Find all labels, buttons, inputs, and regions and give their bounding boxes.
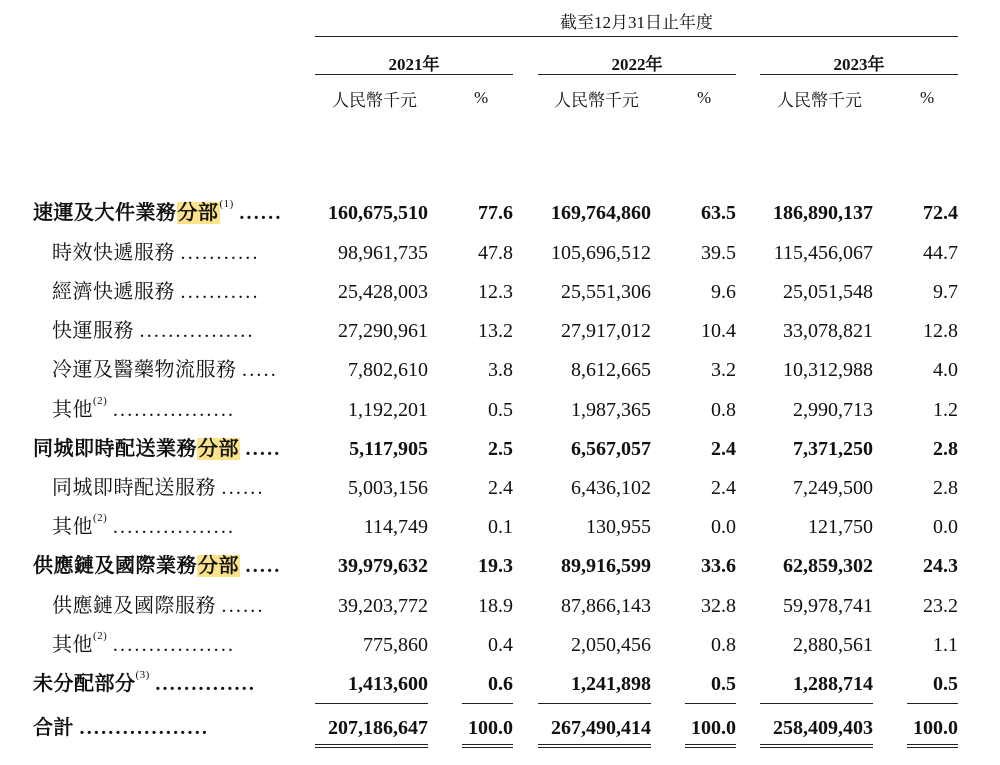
subtotal-rule-2021-amount <box>315 703 428 704</box>
cell-2022-pct: 63.5 <box>701 202 736 224</box>
row-label-text: 未分配部分 <box>33 673 136 695</box>
cell-2021-amount: 1,413,600 <box>348 673 428 695</box>
row-label-text: 其他 <box>52 634 93 656</box>
leader-dots: ........... <box>180 281 260 303</box>
table-row <box>0 353 1000 387</box>
row-label <box>52 510 235 544</box>
cell-2023-amount: 2,990,713 <box>793 399 873 421</box>
footnote-ref: (2) <box>93 512 108 524</box>
cell-2021-pct: 3.8 <box>488 359 513 381</box>
table-row <box>0 236 1000 270</box>
table-row <box>0 196 1000 230</box>
cell-2022-amount: 1,241,898 <box>571 673 651 695</box>
cell-2021-pct: 13.2 <box>478 320 513 342</box>
cell-2022-amount: 130,955 <box>586 516 651 538</box>
row-label-text: 速運及大件業務 <box>33 202 177 224</box>
cell-2022-pct: 10.4 <box>701 320 736 342</box>
cell-2023-pct: 1.1 <box>933 634 958 656</box>
cell-2021-pct: 100.0 <box>468 717 513 739</box>
total-double-rule-2021-pct <box>462 744 513 748</box>
row-label-text: 合計 <box>33 717 74 739</box>
row-label-highlight: 分部 <box>177 202 219 224</box>
cell-2021-amount: 27,290,961 <box>338 320 428 342</box>
cell-2022-pct: 32.8 <box>701 595 736 617</box>
footnote-ref: (1) <box>219 198 234 210</box>
leader-dots: ................. <box>112 634 236 656</box>
pct-label-2021: % <box>474 88 489 107</box>
cell-2023-pct: 12.8 <box>923 320 958 342</box>
cell-2022-pct: 0.5 <box>711 673 736 695</box>
cell-2022-amount: 89,916,599 <box>561 555 651 577</box>
row-label <box>52 393 235 427</box>
subtotal-rule-2021-pct <box>462 703 513 704</box>
row-label <box>52 314 255 348</box>
subtotal-rule-2022-amount <box>538 703 651 704</box>
row-label-text: 同城即時配送業務 <box>33 438 197 460</box>
cell-2022-pct: 100.0 <box>691 717 736 739</box>
cell-2022-pct: 9.6 <box>711 281 736 303</box>
cell-2021-amount: 39,203,772 <box>338 595 428 617</box>
row-label <box>33 549 282 583</box>
cell-2023-pct: 44.7 <box>923 242 958 264</box>
cell-2023-amount: 258,409,403 <box>773 717 873 739</box>
cell-2022-amount: 87,866,143 <box>561 595 651 617</box>
leader-dots: ...... <box>221 477 265 499</box>
table-row <box>0 711 1000 745</box>
row-label-text: 供應鏈及國際服務 <box>52 595 216 617</box>
cell-2022-amount: 8,612,665 <box>571 359 651 381</box>
row-label <box>52 275 260 309</box>
cell-2022-amount: 6,567,057 <box>571 438 651 460</box>
row-label-text: 其他 <box>52 399 93 421</box>
cell-2023-amount: 10,312,988 <box>783 359 873 381</box>
footnote-ref: (3) <box>135 669 150 681</box>
cell-2021-amount: 5,003,156 <box>348 477 428 499</box>
cell-2023-pct: 4.0 <box>933 359 958 381</box>
cell-2021-pct: 18.9 <box>478 595 513 617</box>
row-label <box>33 711 209 745</box>
year-2022-rule <box>538 74 736 75</box>
table-row <box>0 510 1000 544</box>
total-double-rule-2021-amount <box>315 744 428 748</box>
cell-2022-pct: 2.4 <box>711 438 736 460</box>
table-row <box>0 432 1000 466</box>
cell-2022-pct: 39.5 <box>701 242 736 264</box>
cell-2023-pct: 9.7 <box>933 281 958 303</box>
leader-dots: .................. <box>79 717 210 739</box>
subtotal-rule-2022-pct <box>685 703 736 704</box>
cell-2023-pct: 24.3 <box>923 555 958 577</box>
cell-2022-pct: 2.4 <box>711 477 736 499</box>
footnote-ref: (2) <box>93 395 108 407</box>
cell-2022-amount: 267,490,414 <box>551 717 651 739</box>
cell-2022-amount: 1,987,365 <box>571 399 651 421</box>
cell-2023-pct: 0.5 <box>933 673 958 695</box>
row-label-text: 經濟快遞服務 <box>52 281 175 303</box>
cell-2023-pct: 23.2 <box>923 595 958 617</box>
cell-2022-amount: 25,551,306 <box>561 281 651 303</box>
row-label-text: 同城即時配送服務 <box>52 477 216 499</box>
cell-2022-pct: 0.8 <box>711 399 736 421</box>
total-double-rule-2023-pct <box>907 744 958 748</box>
table-row <box>0 628 1000 662</box>
footnote-ref: (2) <box>93 630 108 642</box>
row-label <box>33 196 283 230</box>
cell-2023-amount: 25,051,548 <box>783 281 873 303</box>
row-label-text: 供應鏈及國際業務 <box>33 555 197 577</box>
unit-label-2023: 人民幣千元 <box>777 91 862 110</box>
cell-2023-amount: 7,249,500 <box>793 477 873 499</box>
cell-2023-pct: 2.8 <box>933 477 958 499</box>
cell-2021-pct: 0.4 <box>488 634 513 656</box>
leader-dots: ..... <box>245 438 282 460</box>
header-rule <box>315 36 958 37</box>
subtotal-rule-2023-pct <box>907 703 958 704</box>
row-label <box>52 589 265 623</box>
year-2021-rule <box>315 74 513 75</box>
cell-2023-pct: 72.4 <box>923 202 958 224</box>
leader-dots: ................. <box>112 516 236 538</box>
cell-2023-amount: 115,456,067 <box>773 242 873 264</box>
leader-dots: ................ <box>139 320 255 342</box>
year-2023-header: 2023年 <box>833 55 885 74</box>
cell-2023-amount: 59,978,741 <box>783 595 873 617</box>
cell-2022-pct: 0.8 <box>711 634 736 656</box>
leader-dots: ................. <box>112 399 236 421</box>
cell-2021-amount: 39,979,632 <box>338 555 428 577</box>
cell-2021-pct: 2.4 <box>488 477 513 499</box>
total-double-rule-2023-amount <box>760 744 873 748</box>
year-2023-rule <box>760 74 958 75</box>
leader-dots: ...... <box>239 202 283 224</box>
cell-2021-pct: 19.3 <box>478 555 513 577</box>
row-label-text: 時效快遞服務 <box>52 242 175 264</box>
row-label <box>33 667 256 701</box>
leader-dots: ...... <box>221 595 265 617</box>
cell-2023-pct: 100.0 <box>913 717 958 739</box>
cell-2021-pct: 0.1 <box>488 516 513 538</box>
cell-2021-pct: 0.5 <box>488 399 513 421</box>
cell-2022-pct: 3.2 <box>711 359 736 381</box>
cell-2023-amount: 2,880,561 <box>793 634 873 656</box>
cell-2023-pct: 1.2 <box>933 399 958 421</box>
year-2021-header: 2021年 <box>388 55 440 74</box>
cell-2023-amount: 7,371,250 <box>793 438 873 460</box>
unit-label-2022: 人民幣千元 <box>554 91 639 110</box>
cell-2021-amount: 207,186,647 <box>328 717 428 739</box>
total-double-rule-2022-pct <box>685 744 736 748</box>
subtotal-rule-2023-amount <box>760 703 873 704</box>
cell-2022-amount: 27,917,012 <box>561 320 651 342</box>
cell-2022-amount: 2,050,456 <box>571 634 651 656</box>
cell-2021-amount: 775,860 <box>363 634 428 656</box>
cell-2021-amount: 114,749 <box>363 516 428 538</box>
pct-label-2023: % <box>920 88 935 107</box>
cell-2022-pct: 33.6 <box>701 555 736 577</box>
leader-dots: .............. <box>155 673 257 695</box>
cell-2023-pct: 2.8 <box>933 438 958 460</box>
row-label-text: 其他 <box>52 516 93 538</box>
cell-2021-pct: 0.6 <box>488 673 513 695</box>
total-double-rule-2022-amount <box>538 744 651 748</box>
row-label-highlight: 分部 <box>198 555 239 577</box>
row-label-text: 快運服務 <box>52 320 134 342</box>
cell-2021-pct: 77.6 <box>478 202 513 224</box>
leader-dots: ........... <box>180 242 260 264</box>
cell-2021-pct: 47.8 <box>478 242 513 264</box>
cell-2021-amount: 160,675,510 <box>328 202 428 224</box>
cell-2021-amount: 98,961,735 <box>338 242 428 264</box>
leader-dots: ..... <box>245 555 282 577</box>
row-label <box>52 471 265 505</box>
cell-2021-amount: 1,192,201 <box>348 399 428 421</box>
cell-2021-pct: 12.3 <box>478 281 513 303</box>
cell-2022-amount: 169,764,860 <box>551 202 651 224</box>
cell-2021-amount: 25,428,003 <box>338 281 428 303</box>
cell-2021-amount: 7,802,610 <box>348 359 428 381</box>
cell-2023-pct: 0.0 <box>933 516 958 538</box>
cell-2023-amount: 62,859,302 <box>783 555 873 577</box>
row-label <box>33 432 282 466</box>
row-label <box>52 236 260 270</box>
table-row <box>0 549 1000 583</box>
period-title: 截至12月31日止年度 <box>560 13 713 32</box>
row-label-text: 冷運及醫藥物流服務 <box>52 359 237 381</box>
table-row <box>0 667 1000 701</box>
unit-label-2021: 人民幣千元 <box>332 91 417 110</box>
table-row <box>0 471 1000 505</box>
cell-2021-pct: 2.5 <box>488 438 513 460</box>
row-label-highlight: 分部 <box>198 438 239 460</box>
cell-2023-amount: 33,078,821 <box>783 320 873 342</box>
cell-2023-amount: 121,750 <box>808 516 873 538</box>
cell-2022-amount: 6,436,102 <box>571 477 651 499</box>
table-row <box>0 589 1000 623</box>
cell-2023-amount: 1,288,714 <box>793 673 873 695</box>
leader-dots: ..... <box>242 359 278 381</box>
cell-2023-amount: 186,890,137 <box>773 202 873 224</box>
year-2022-header: 2022年 <box>611 55 663 74</box>
row-label <box>52 353 278 387</box>
table-row <box>0 275 1000 309</box>
cell-2022-pct: 0.0 <box>711 516 736 538</box>
cell-2021-amount: 5,117,905 <box>349 438 428 460</box>
table-row <box>0 314 1000 348</box>
table-row <box>0 393 1000 427</box>
row-label <box>52 628 235 662</box>
pct-label-2022: % <box>697 88 712 107</box>
cell-2022-amount: 105,696,512 <box>551 242 651 264</box>
